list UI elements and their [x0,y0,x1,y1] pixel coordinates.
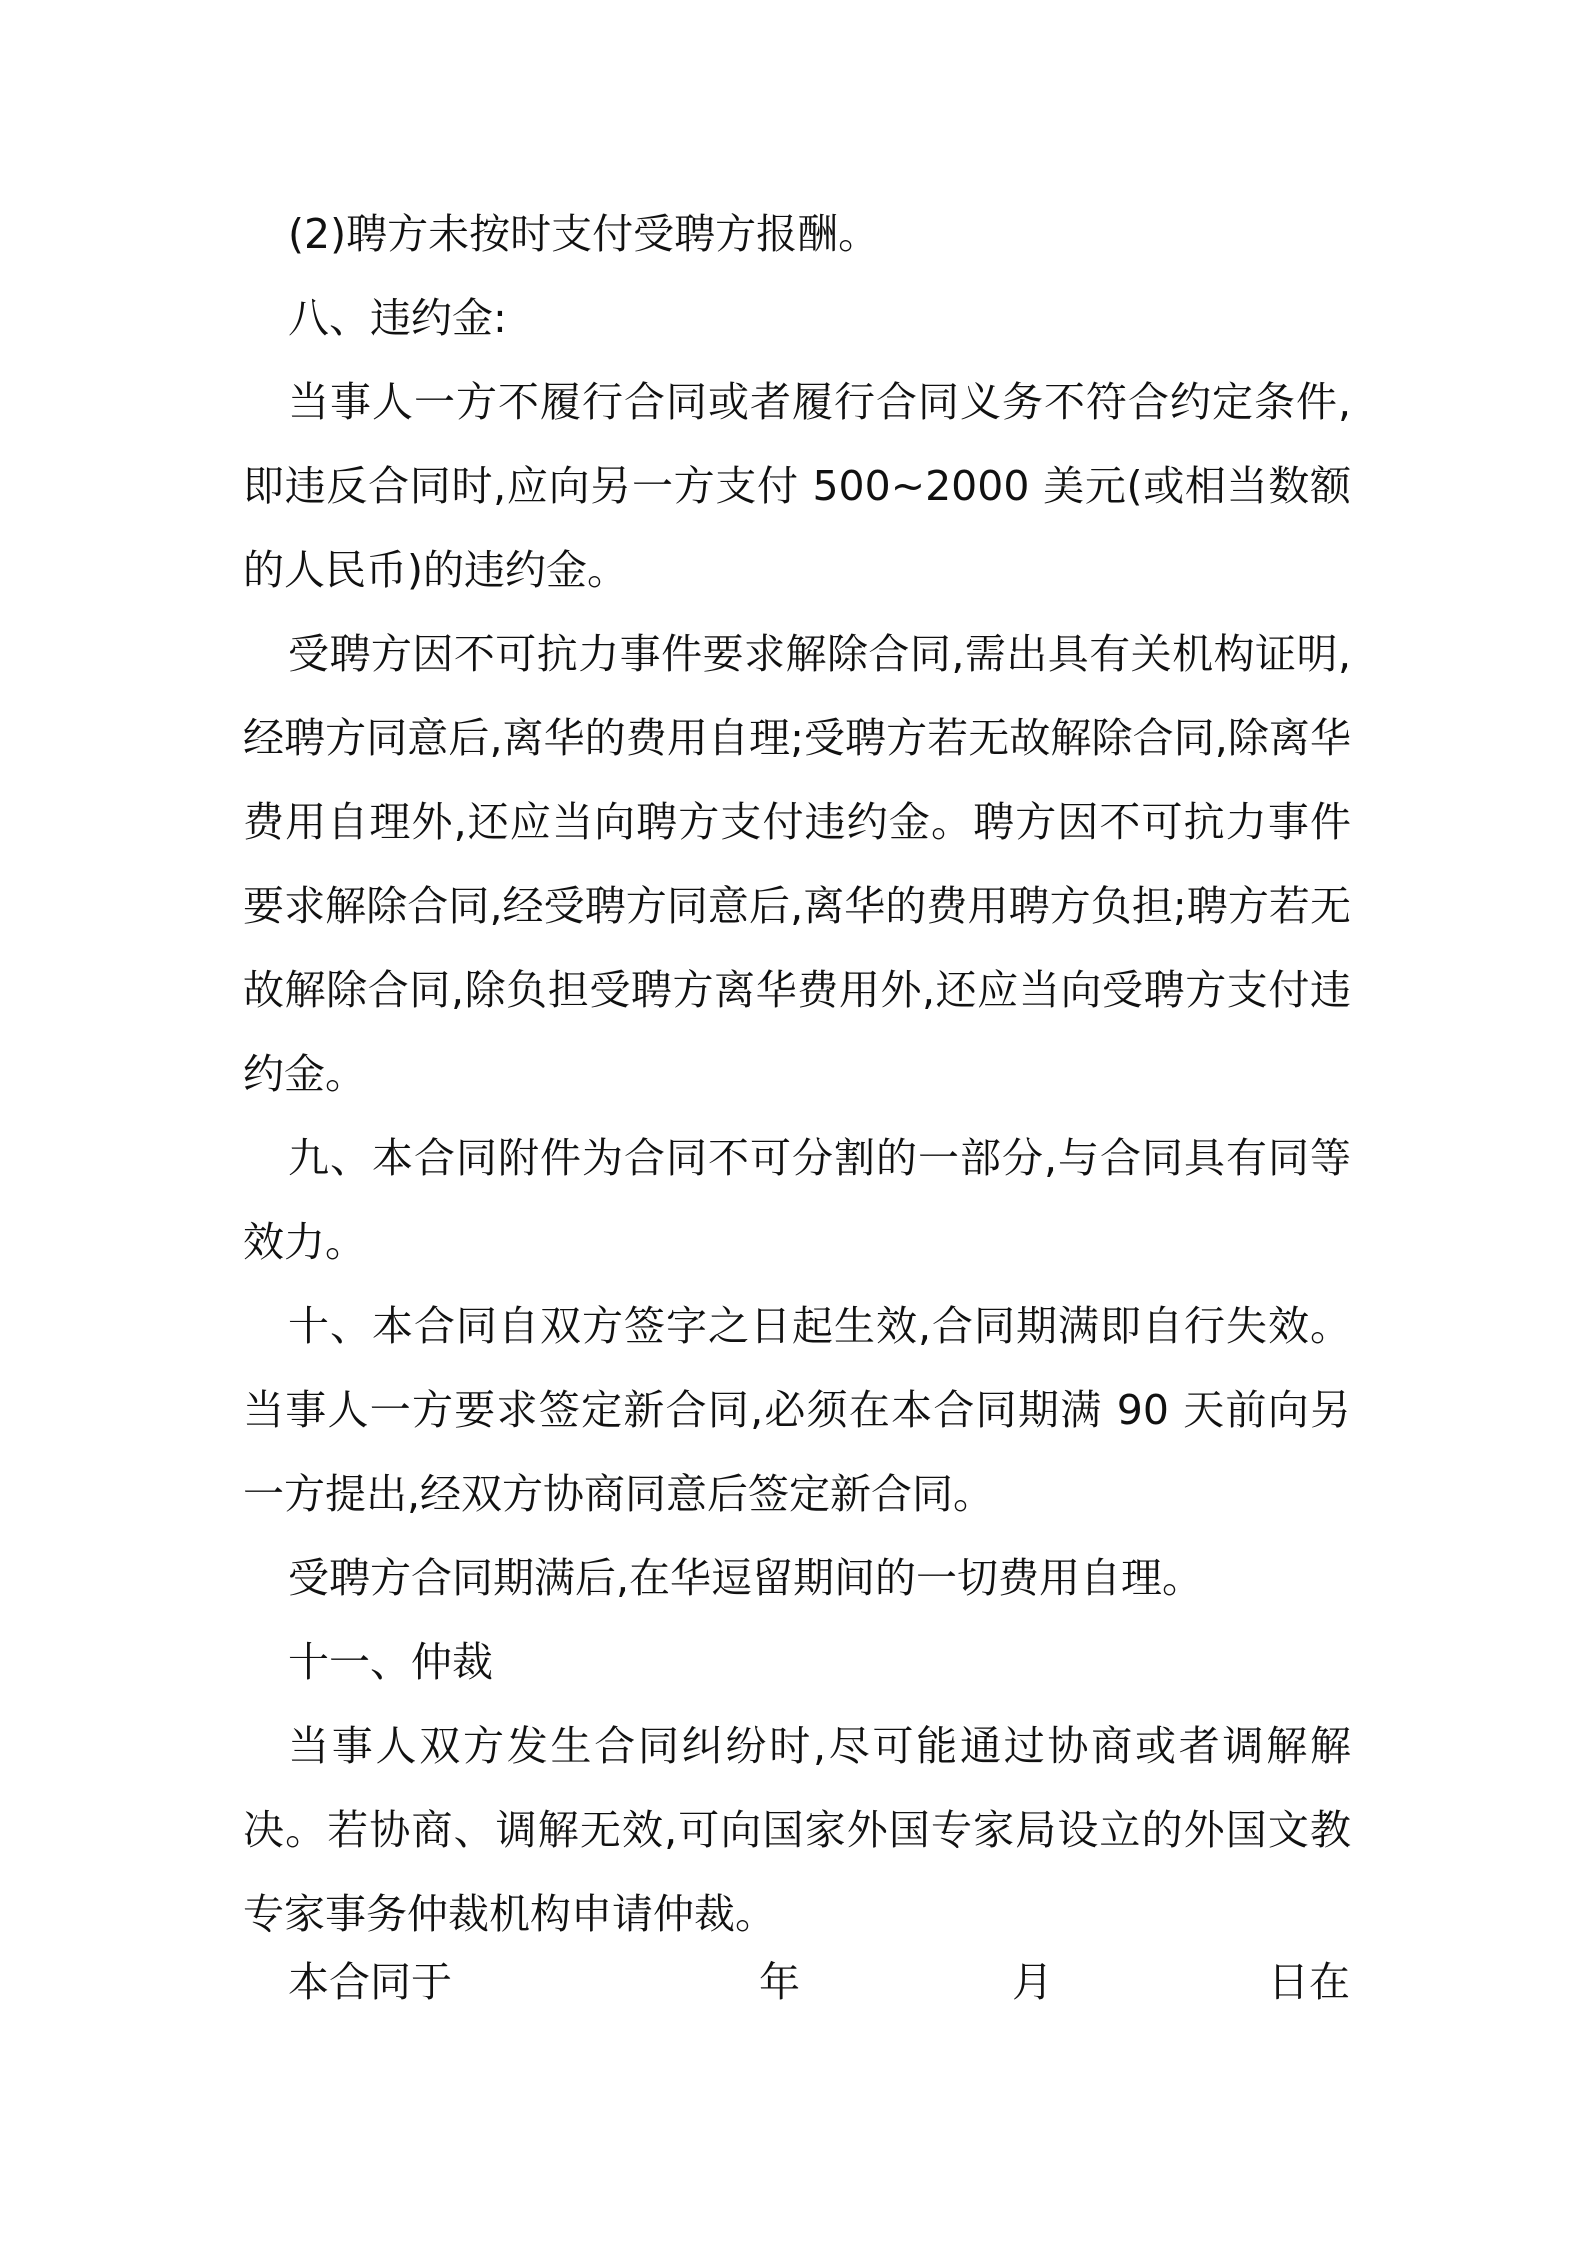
clause-7-item-2: (2)聘方未按时支付受聘方报酬。 [288,210,880,258]
penalty-paragraph: 当事人一方不履行合同或者履行合同义务不符合约定条件,即违反合同时,应向另一方支付 500~2000 美元(或相当数额的人民币)的违约金。 [243,378,1351,594]
date-prefix: 本合同于 [288,1958,452,2006]
arbitration-paragraph: 当事人双方发生合同纠纷时,尽可能通过协商或者调解解决。若协商、调解无效,可向国家外国专家局设立的外国文教专家事务仲裁机构申请仲裁。 [243,1722,1351,1938]
termination-paragraph: 受聘方因不可抗力事件要求解除合同,需出具有关机构证明,经聘方同意后,离华的费用自理;受聘方若无故解除合同,除离华费用自理外,还应当向聘方支付违约金。聘方因不可抗力事件要求解除合同,经受聘方同意后,离华的费用聘方负担;聘方若无故解除合同,除负担受聘方离华费用外,还应当向受聘方支付违约金。 [243,630,1351,1098]
year-label: 年 [759,1958,800,2006]
clause-9: 九、本合同附件为合同不可分割的一部分,与合同具有同等效力。 [243,1134,1351,1266]
clause-11-heading: 十一、仲裁 [288,1638,493,1686]
contract-body [243,192,1351,1956]
month-label: 月 [1012,1958,1053,2006]
clause-8-heading: 八、违约金: [288,294,507,342]
clause-10: 十、本合同自双方签字之日起生效,合同期满即自行失效。当事人一方要求签定新合同,必须在本合同期满 90 天前向另一方提出,经双方协商同意后签定新合同。 [243,1302,1351,1518]
day-label: 日在 [1268,1958,1350,2006]
expenses-paragraph: 受聘方合同期满后,在华逗留期间的一切费用自理。 [288,1554,1204,1602]
